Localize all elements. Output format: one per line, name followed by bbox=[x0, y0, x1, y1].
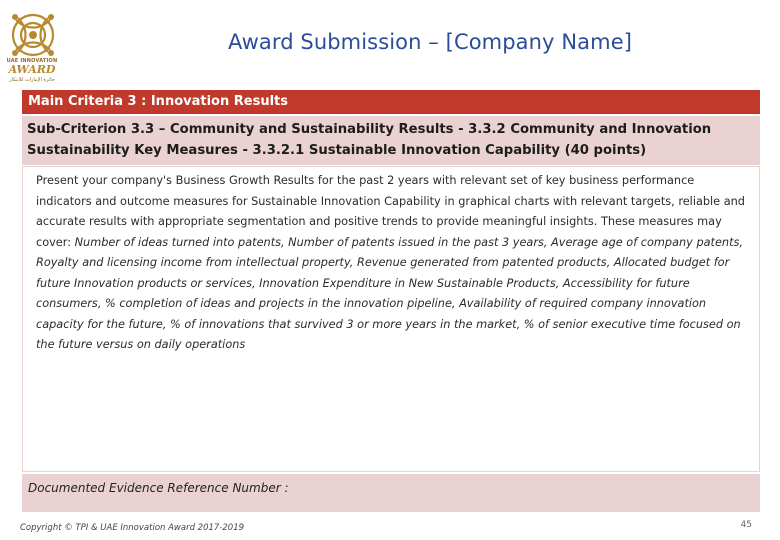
evidence-reference-field[interactable] bbox=[22, 474, 760, 512]
evidence-label: Documented Evidence Reference Number : bbox=[28, 481, 289, 495]
main-criteria-header: Main Criteria 3 : Innovation Results bbox=[22, 90, 760, 114]
logo bbox=[6, 8, 60, 100]
submission-text-area[interactable] bbox=[22, 166, 760, 472]
instructions-intro: Present your company's Business Growth Results for the past 2 years with relevant set of key business performance indicators and outcome measures for Sustainable Innovation Capability in graphical charts with relevant targets, reliable and accurate results with appropriate segmentation and positive trends to provide meaningful insights. These measures may cover: bbox=[36, 174, 745, 249]
logo-caption-arabic: جائزة الإمارات للابتكار bbox=[9, 77, 55, 83]
logo-caption-top: UAE INNOVATION bbox=[6, 58, 58, 64]
measures-list: Number of ideas turned into patents, Number of patents issued in the past 3 years, Average age of company patents, Royalty and licensing income from intellectual property, Revenue generated from patented products, Allocated budget for future Innovation products or services, Innovation Expenditure in New Sustainable Products, Accessibility for future consumers, % completion of ideas and projects in the innovation pipeline, Availability of required company innovation capacity for the future, % of innovations that survived 3 or more years in the market, % of senior executive time focused on the future versus on daily operations bbox=[36, 235, 743, 351]
copyright-footer: Copyright © TPI & UAE Innovation Award 2017-2019 bbox=[20, 523, 245, 533]
sub-criteria-header: Sub-Criterion 3.3 – Community and Sustainability Results - 3.3.2 Community and Innovation Sustainability Key Measures - 3.3.2.1 Sustainable Innovation Capability (40 points) bbox=[22, 116, 760, 165]
logo-caption-award: AWARD bbox=[8, 63, 56, 76]
page-number: 45 bbox=[740, 520, 752, 530]
page-title: Award Submission – [Company Name] bbox=[227, 30, 633, 54]
